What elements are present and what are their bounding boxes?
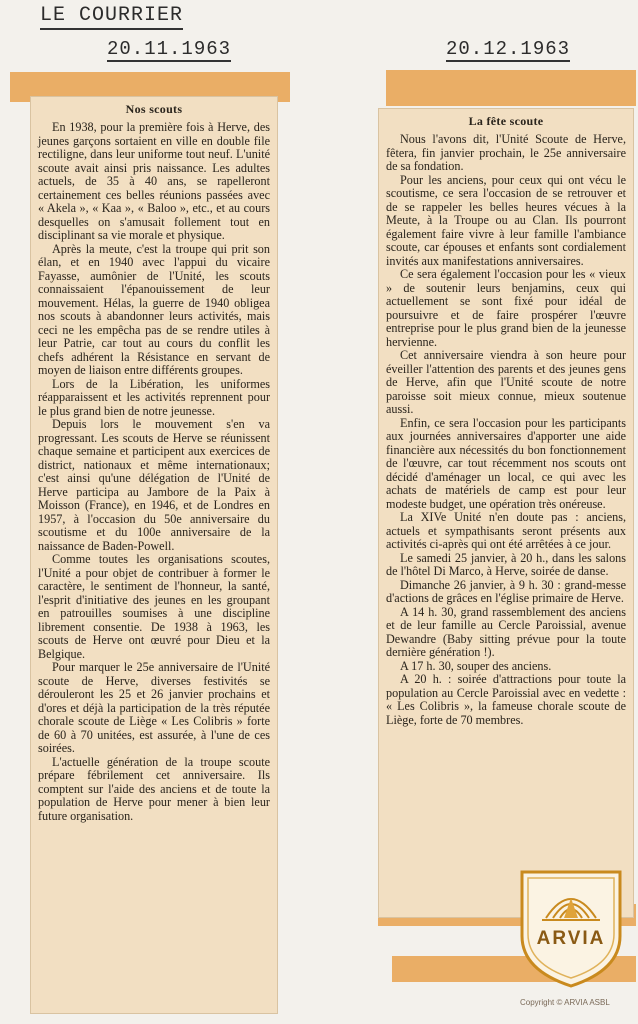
copyright-text: Copyright © ARVIA ASBL bbox=[520, 998, 610, 1007]
right-clipping bbox=[378, 108, 634, 918]
date-right: 20.12.1963 bbox=[446, 38, 571, 60]
left-clipping bbox=[30, 96, 278, 1014]
right-paragraph: Enfin, ce sera l'occasion pour les participants aux journées anniversaires d'apporter une aide financière aux nécessités du bon fonctionnement de l'œuvre, car tout récemment nos scouts ont décidé d'aménager un local, ce qui avec les achats de matériels de camp est pour leur modeste budget, une opération très onéreuse. bbox=[386, 415, 626, 511]
left-article-title: Nos scouts bbox=[125, 102, 183, 116]
right-paragraph: A 17 h. 30, souper des anciens. bbox=[400, 658, 552, 673]
right-article-title: La fête scoute bbox=[468, 114, 544, 128]
tape-right-top bbox=[386, 70, 636, 106]
logo-text: ARVIA bbox=[536, 928, 606, 949]
left-paragraph: Depuis lors le mouvement s'en va progressant. Les scouts de Herve se réunissent chaque semaine et participent aux exercices de district, nationaux et même internationaux; c'est ainsi qu'une délégation de l'Unité de Herve participa au Jambore de la Paix à Moisson (France), en 1946, et de Londres en 1957, à l'occasion du 50e anniversaire du scoutisme et du 100e anniversaire de la naissance de Baden-Powell. bbox=[38, 417, 270, 553]
left-paragraph: En 1938, pour la première fois à Herve, des jeunes garçons sortaient en ville en double file rectiligne, dans leur uniforme tout neuf. L'unité scoute avait ainsi pris naissance. Les adultes actuels, de 35 à 40 ans, se rapelleront certainement ces belles réunions passées avec « Akela », « Kaa », « Baloo », etc., et au cours desquelles on s'amusait follement tout en disciplinant sa vie morale et physique. bbox=[38, 120, 270, 242]
right-paragraph: Cet anniversaire viendra à son heure pour éveiller l'attention des parents et des jeunes gens de Herve, afin que l'Unité scoute de notre paroisse soit mieux connue, mieux soutenue aussi. bbox=[386, 348, 626, 416]
right-paragraph: Dimanche 26 janvier, à 9 h. 30 : grand-messe d'actions de grâces en l'église primaire de Herve. bbox=[386, 577, 626, 605]
header-title: LE COURRIER bbox=[40, 4, 183, 30]
arvia-logo bbox=[516, 866, 626, 990]
left-paragraph: Lors de la Libération, les uniformes réapparaissent et les activités reprennent pour le plus grand bien de notre jeunesse. bbox=[38, 376, 270, 418]
right-paragraph: A 20 h. : soirée d'attractions pour toute la population au Cercle Paroissial avec en vedette : « Les Colibris », la fameuse chorale scoute de Liège, forte de 70 membres. bbox=[386, 672, 626, 727]
right-paragraph: Nous l'avons dit, l'Unité Scoute de Herve, fêtera, fin janvier prochain, le 25e anniversaire de sa fondation. bbox=[386, 132, 626, 173]
right-paragraph: La XIVe Unité n'en doute pas : anciens, actuels et sympathisants seront présents aux activités ci-après qui ont été arrêtées à ce jour. bbox=[386, 510, 626, 551]
right-paragraph: Pour les anciens, pour ceux qui ont vécu le scoutisme, ce sera l'occasion de se retrouver et de se rappeler les belles heures vécues à la Meute, à la Troupe ou au Clan. Ils pourront également faire vivre à leur famille l'ambiance scoute, car épouses et enfants sont cordialement invités aux manifestations anniversaires. bbox=[386, 172, 626, 268]
left-paragraph: Après la meute, c'est la troupe qui prit son élan, et en 1940 avec l'appui du vicaire Fayasse, aumônier de l'Unité, les scouts connaissaient l'épanouissement de leur mouvement. Hélas, la guerre de 1940 obligea nos scouts à abandonner leurs activités, mais ceci ne les empêcha pas de se rendre utiles à leur Patrie, car tout au cours du conflit les chefs adhérent la Résistance en servant de moyen de liaison entre différents groupes. bbox=[38, 241, 270, 377]
right-paragraph: Ce sera également l'occasion pour les « vieux » de soutenir leurs benjamins, ceux qui actuellement se sont fixé pour idéal de poursuivre et de faire prospérer l'œuvre entreprise pour le plus grand bien de la jeunesse hervienne. bbox=[386, 267, 626, 349]
left-paragraph: Pour marquer le 25e anniversaire de l'Unité scoute de Herve, diverses festivités se dérouleront les 25 et 26 janvier prochains et d'ores et déjà la participation de la très réputée chorale scoute de Liège « Les Colibris » forte de 60 à 70 unitées, est assurée, à l'une de ces soirées. bbox=[38, 660, 270, 755]
right-paragraph: A 14 h. 30, grand rassemblement des anciens et de leur famille au Cercle Paroissial, avenue Dewandre (Baby sitting prévue pour la toute dernière génération !). bbox=[386, 604, 626, 659]
right-paragraph: Le samedi 25 janvier, à 20 h., dans les salons de l'hôtel Di Marco, à Herve, soirée de danse. bbox=[386, 550, 626, 578]
left-paragraph: L'actuelle génération de la troupe scoute prépare fébrilement cet anniversaire. Ils comptent sur l'aide des anciens et de toute la population de Herve pour mener à bien leur future organisation. bbox=[38, 754, 270, 823]
date-left: 20.11.1963 bbox=[107, 38, 232, 60]
left-paragraph: Comme toutes les organisations scoutes, l'Unité a pour objet de contribuer à former le caractère, le sentiment de l'honneur, la santé, l'esprit d'initiative des jeunes en les groupant en patrouilles soumises à une discipline librement consentie. De 1938 à 1963, les scouts de Herve ont œuvré pour Dieu et la Belgique. bbox=[38, 552, 270, 661]
